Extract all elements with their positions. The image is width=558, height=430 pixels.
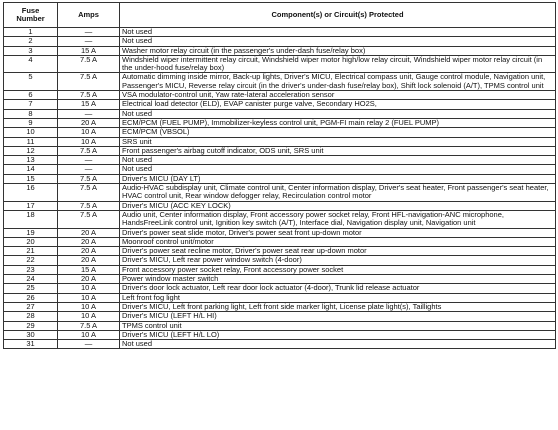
component-cell: ECM/PCM (FUEL PUMP), Immobilizer-keyless control unit, PGM-FI main relay 2 (FUEL PUMP) [120, 118, 556, 127]
fuse-number-cell: 13 [4, 156, 58, 165]
table-row [4, 201, 556, 210]
table-row [4, 73, 556, 91]
header-components: Component(s) or Circuit(s) Protected [120, 3, 556, 28]
amps-cell: 7.5 A [58, 201, 120, 210]
amps-cell: — [58, 156, 120, 165]
fuse-number-cell: 23 [4, 265, 58, 274]
table-row [4, 137, 556, 146]
amps-cell: — [58, 340, 120, 349]
amps-cell: 15 A [58, 100, 120, 109]
fuse-number-cell: 12 [4, 146, 58, 155]
table-row [4, 46, 556, 55]
component-cell: Driver's MICU (LEFT H/L LO) [120, 330, 556, 339]
component-cell: Driver's power seat slide motor, Driver's power seat front up-down motor [120, 228, 556, 237]
component-cell: Not used [120, 156, 556, 165]
fuse-number-cell: 10 [4, 128, 58, 137]
table-row [4, 128, 556, 137]
fuse-number-cell: 17 [4, 201, 58, 210]
amps-cell: 20 A [58, 275, 120, 284]
table-row [4, 228, 556, 237]
fuse-number-cell: 18 [4, 210, 58, 228]
fuse-number-cell: 30 [4, 330, 58, 339]
amps-cell: 15 A [58, 265, 120, 274]
table-row [4, 91, 556, 100]
table-header-row [4, 3, 556, 28]
table-row [4, 312, 556, 321]
component-cell: Not used [120, 109, 556, 118]
table-row [4, 184, 556, 202]
table-row [4, 265, 556, 274]
amps-cell: — [58, 28, 120, 37]
component-cell: TPMS control unit [120, 321, 556, 330]
component-cell: Not used [120, 37, 556, 46]
table-row [4, 100, 556, 109]
fuse-number-cell: 31 [4, 340, 58, 349]
amps-cell: 10 A [58, 312, 120, 321]
fuse-number-cell: 5 [4, 73, 58, 91]
fuse-number-cell: 20 [4, 237, 58, 246]
amps-cell: 15 A [58, 46, 120, 55]
amps-cell: 20 A [58, 228, 120, 237]
fuse-number-cell: 27 [4, 302, 58, 311]
amps-cell: 7.5 A [58, 184, 120, 202]
component-cell: Not used [120, 340, 556, 349]
component-cell: Washer motor relay circuit (in the passenger's under-dash fuse/relay box) [120, 46, 556, 55]
fuse-number-cell: 8 [4, 109, 58, 118]
amps-cell: 10 A [58, 302, 120, 311]
component-cell: Front passenger's airbag cutoff indicator, ODS unit, SRS unit [120, 146, 556, 155]
table-row [4, 340, 556, 349]
table-row [4, 156, 556, 165]
amps-cell: 20 A [58, 237, 120, 246]
amps-cell: 7.5 A [58, 73, 120, 91]
component-cell: Left front fog light [120, 293, 556, 302]
table-row [4, 55, 556, 73]
amps-cell: 20 A [58, 118, 120, 127]
table-row [4, 28, 556, 37]
component-cell: Power window master switch [120, 275, 556, 284]
table-row [4, 302, 556, 311]
amps-cell: 10 A [58, 137, 120, 146]
fuse-number-cell: 15 [4, 174, 58, 183]
fuse-number-cell: 2 [4, 37, 58, 46]
fuse-number-cell: 6 [4, 91, 58, 100]
fuse-table [3, 2, 556, 349]
table-body [4, 28, 556, 349]
amps-cell: 10 A [58, 330, 120, 339]
amps-cell: — [58, 165, 120, 174]
component-cell: ECM/PCM (VBSOL) [120, 128, 556, 137]
component-cell: Driver's door lock actuator, Left rear door lock actuator (4-door), Trunk lid release actuator [120, 284, 556, 293]
component-cell: Moonroof control unit/motor [120, 237, 556, 246]
table-row [4, 330, 556, 339]
amps-cell: 10 A [58, 293, 120, 302]
fuse-number-cell: 4 [4, 55, 58, 73]
table-row [4, 321, 556, 330]
table-row [4, 256, 556, 265]
component-cell: Driver's MICU (ACC KEY LOCK) [120, 201, 556, 210]
amps-cell: — [58, 37, 120, 46]
fuse-number-cell: 14 [4, 165, 58, 174]
amps-cell: 7.5 A [58, 174, 120, 183]
header-fuse-number: Fuse Number [4, 3, 58, 28]
fuse-number-cell: 19 [4, 228, 58, 237]
header-amps: Amps [58, 3, 120, 28]
component-cell: Audio-HVAC subdisplay unit, Climate control unit, Center information display, Driver's seat heater, Front passenger's seat heater, HVAC control unit, Rear window defogger relay, Recirculation control motor [120, 184, 556, 202]
fuse-number-cell: 7 [4, 100, 58, 109]
amps-cell: 10 A [58, 128, 120, 137]
component-cell: Windshield wiper intermittent relay circuit, Windshield wiper motor high/low relay circuit, Windshield wiper motor relay circuit (in the under-hood fuse/relay box) [120, 55, 556, 73]
table-row [4, 109, 556, 118]
component-cell: Automatic dimming inside mirror, Back-up lights, Driver's MICU, Electrical compass unit, Gauge control module, Navigation unit, Passenger's MICU, Reverse relay circuit (in the driver's under-dash fuse/relay box), Shift lock solenoid (A/T), TPMS control unit [120, 73, 556, 91]
component-cell: VSA modulator-control unit, Yaw rate-lateral acceleration sensor [120, 91, 556, 100]
fuse-number-cell: 22 [4, 256, 58, 265]
component-cell: Not used [120, 165, 556, 174]
amps-cell: 7.5 A [58, 55, 120, 73]
amps-cell: 7.5 A [58, 91, 120, 100]
component-cell: Driver's power seat recline motor, Driver's power seat rear up-down motor [120, 247, 556, 256]
table-row [4, 118, 556, 127]
component-cell: Audio unit, Center information display, Front accessory power socket relay, Front HFL-navigation-ANC microphone, HandsFreeLink control unit, Ignition key switch (A/T), Interface dial, Navigation display unit, Navigation unit [120, 210, 556, 228]
table-row [4, 146, 556, 155]
table-row [4, 275, 556, 284]
amps-cell: 10 A [58, 284, 120, 293]
table-row [4, 165, 556, 174]
amps-cell: 7.5 A [58, 210, 120, 228]
fuse-number-cell: 25 [4, 284, 58, 293]
table-row [4, 174, 556, 183]
amps-cell: 20 A [58, 256, 120, 265]
table-row [4, 247, 556, 256]
component-cell: Electrical load detector (ELD), EVAP canister purge valve, Secondary HO2S, [120, 100, 556, 109]
component-cell: Driver's MICU, Left rear power window switch (4-door) [120, 256, 556, 265]
table-row [4, 210, 556, 228]
amps-cell: 20 A [58, 247, 120, 256]
fuse-number-cell: 29 [4, 321, 58, 330]
fuse-number-cell: 26 [4, 293, 58, 302]
component-cell: Driver's MICU (DAY LT) [120, 174, 556, 183]
amps-cell: 7.5 A [58, 146, 120, 155]
fuse-number-cell: 1 [4, 28, 58, 37]
fuse-number-cell: 16 [4, 184, 58, 202]
fuse-number-cell: 3 [4, 46, 58, 55]
fuse-number-cell: 11 [4, 137, 58, 146]
fuse-number-cell: 21 [4, 247, 58, 256]
amps-cell: 7.5 A [58, 321, 120, 330]
table-row [4, 237, 556, 246]
table-row [4, 284, 556, 293]
component-cell: Not used [120, 28, 556, 37]
fuse-number-cell: 9 [4, 118, 58, 127]
component-cell: Driver's MICU (LEFT H/L HI) [120, 312, 556, 321]
table-row [4, 37, 556, 46]
component-cell: Driver's MICU, Left front parking light, Left front side marker light, License plate light(s), Taillights [120, 302, 556, 311]
fuse-number-cell: 24 [4, 275, 58, 284]
table-row [4, 293, 556, 302]
component-cell: SRS unit [120, 137, 556, 146]
amps-cell: — [58, 109, 120, 118]
component-cell: Front accessory power socket relay, Front accessory power socket [120, 265, 556, 274]
fuse-number-cell: 28 [4, 312, 58, 321]
